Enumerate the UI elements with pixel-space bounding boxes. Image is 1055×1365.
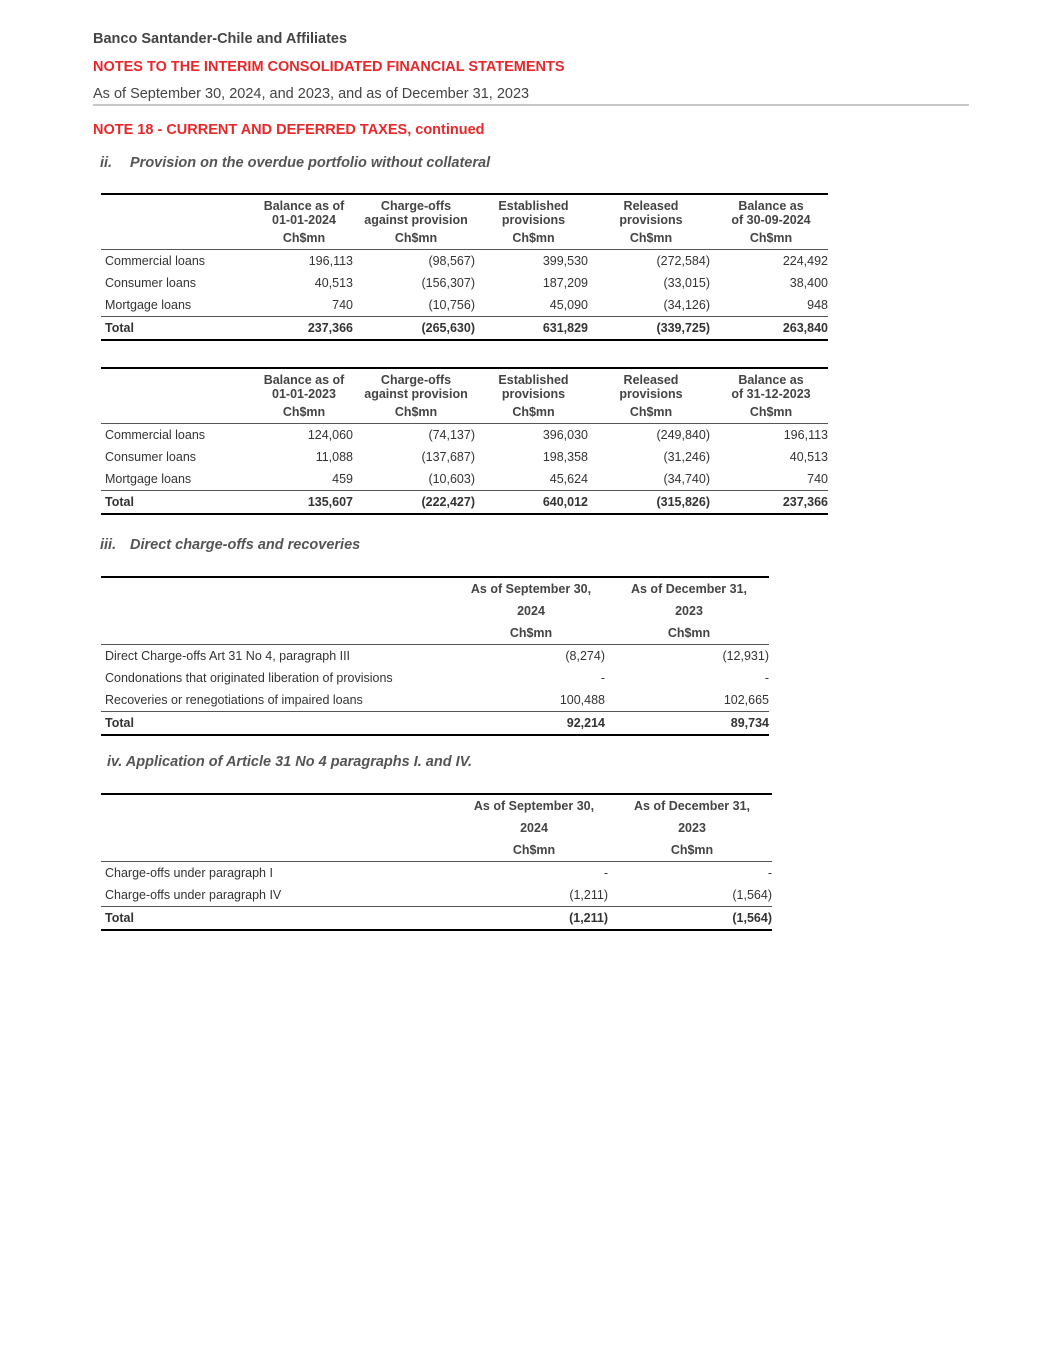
unit-label: Ch$mn — [588, 401, 710, 424]
column-header: As of December 31, — [605, 577, 769, 600]
unit-label: Ch$mn — [710, 227, 828, 250]
unit-label: Ch$mn — [475, 401, 588, 424]
column-header: Charge-offs against provision — [353, 368, 475, 401]
column-header: As of September 30, — [456, 794, 608, 817]
article-31-table — [101, 793, 772, 931]
section-ii-title — [100, 155, 490, 171]
column-header: As of December 31, — [608, 794, 772, 817]
column-year: 2024 — [520, 821, 548, 835]
note-title: NOTE 18 - CURRENT AND DEFERRED TAXES, continued — [93, 122, 485, 138]
section-iii-label: Direct charge-offs and recoveries — [130, 537, 361, 553]
direct-chargeoffs-table — [101, 576, 769, 736]
unit-label: Ch$mn — [453, 622, 605, 645]
unit-label: Ch$mn — [353, 227, 475, 250]
period-line: As of September 30, 2024, and 2023, and as of December 31, 2023 — [93, 86, 530, 102]
table-row: Commercial loans 196,113 (98,567) 399,530 (272,584) 224,492 — [105, 254, 828, 268]
table-row: Condonations that originated liberation of provisions - - — [105, 671, 769, 685]
company-name: Banco Santander-Chile and Affiliates — [93, 31, 348, 47]
provision-table-2023 — [101, 367, 828, 515]
table-row: Commercial loans 124,060 (74,137) 396,030 (249,840) 196,113 — [105, 428, 828, 442]
table-row: Direct Charge-offs Art 31 No 4, paragraph III (8,274) (12,931) — [105, 649, 769, 663]
column-year: 2023 — [675, 604, 703, 618]
table-row: Charge-offs under paragraph IV (1,211) (1,564) — [105, 888, 772, 902]
unit-label: Ch$mn — [608, 839, 772, 862]
section-iv-title: iv. Application of Article 31 No 4 paragraphs I. and IV. — [107, 754, 473, 770]
total-row: Total (1,211) (1,564) — [101, 907, 772, 931]
column-header: Established provisions — [475, 194, 588, 227]
column-year: 2024 — [517, 604, 545, 618]
column-header: As of September 30, — [453, 577, 605, 600]
section-ii-label: Provision on the overdue portfolio without collateral — [130, 155, 491, 171]
section-iii-title — [100, 537, 360, 553]
unit-label: Ch$mn — [710, 401, 828, 424]
total-row: Total 237,366 (265,630) 631,829 (339,725) 263,840 — [101, 317, 828, 341]
unit-label: Ch$mn — [456, 839, 608, 862]
section-ii-number: ii. — [100, 155, 113, 171]
table-row: Mortgage loans 459 (10,603) 45,624 (34,740) 740 — [105, 472, 828, 486]
column-header: Balance as of 30-09-2024 — [710, 194, 828, 227]
unit-label: Ch$mn — [251, 401, 353, 424]
column-header: Balance as of 01-01-2023 — [251, 368, 353, 401]
column-header: Balance as of 01-01-2024 — [251, 194, 353, 227]
total-row: Total 135,607 (222,427) 640,012 (315,826) 237,366 — [101, 491, 828, 515]
table-row: Mortgage loans 740 (10,756) 45,090 (34,126) 948 — [105, 298, 828, 312]
table-row: Recoveries or renegotiations of impaired loans 100,488 102,665 — [105, 693, 769, 707]
unit-label: Ch$mn — [588, 227, 710, 250]
unit-label: Ch$mn — [353, 401, 475, 424]
notes-title: NOTES TO THE INTERIM CONSOLIDATED FINANCIAL STATEMENTS — [93, 59, 565, 75]
column-header: Charge-offs against provision — [353, 194, 475, 227]
table-row: Consumer loans 11,088 (137,687) 198,358 (31,246) 40,513 — [105, 450, 828, 464]
header-divider — [93, 104, 969, 106]
column-header: Released provisions — [588, 368, 710, 401]
column-header: Balance as of 31-12-2023 — [710, 368, 828, 401]
unit-label: Ch$mn — [475, 227, 588, 250]
unit-label: Ch$mn — [605, 622, 769, 645]
provision-table-2024 — [101, 193, 828, 341]
table-row: Charge-offs under paragraph I - - — [105, 866, 772, 880]
section-iii-number: iii. — [100, 537, 117, 553]
column-header: Established provisions — [475, 368, 588, 401]
total-row: Total 92,214 89,734 — [101, 712, 769, 736]
column-year: 2023 — [678, 821, 706, 835]
column-header: Released provisions — [588, 194, 710, 227]
unit-label: Ch$mn — [251, 227, 353, 250]
table-row: Consumer loans 40,513 (156,307) 187,209 (33,015) 38,400 — [105, 276, 828, 290]
